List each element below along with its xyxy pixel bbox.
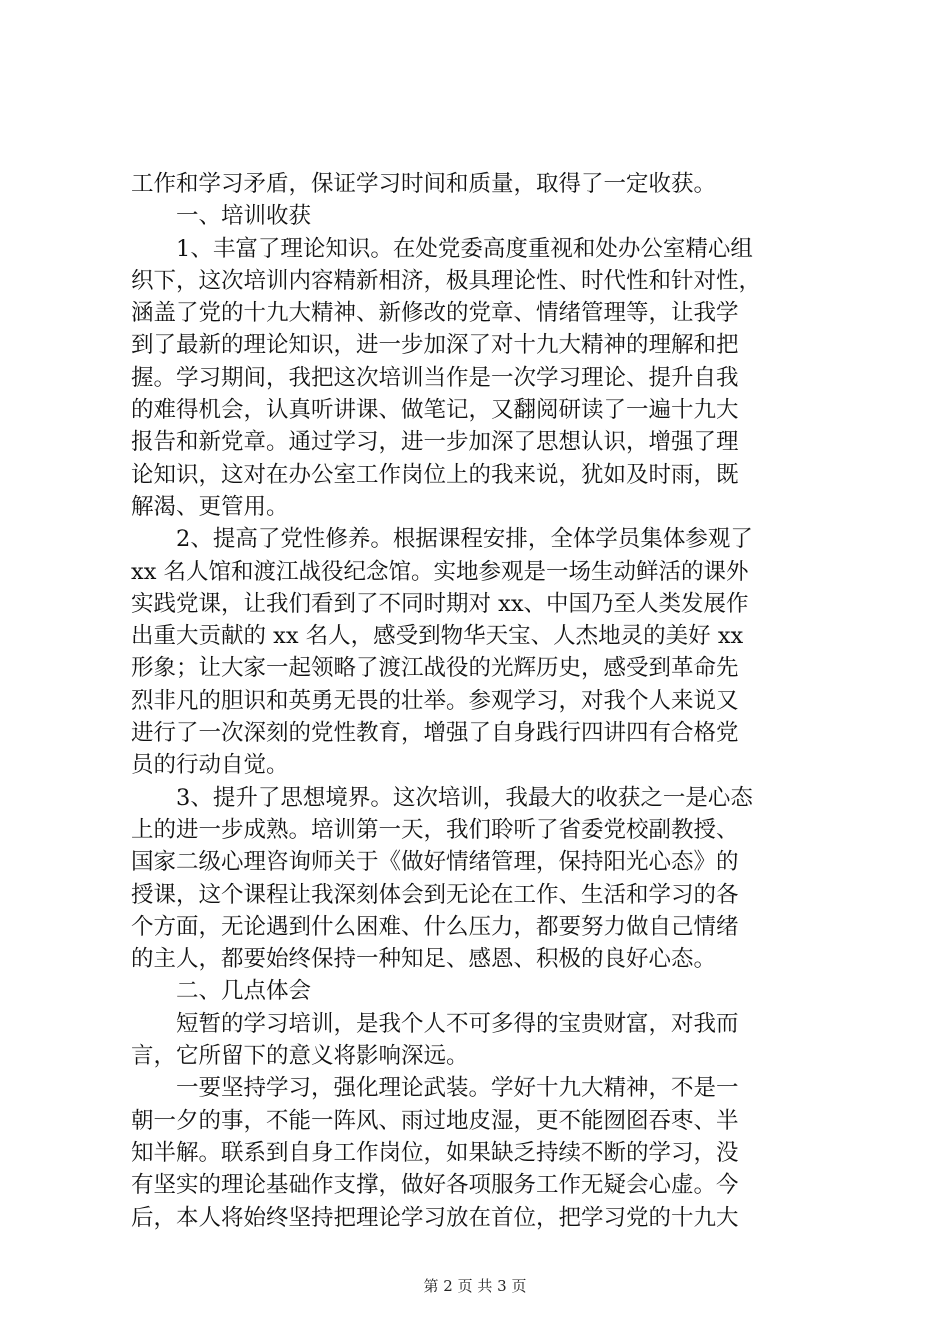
text-line: 工作和学习矛盾，保证学习时间和质量，取得了一定收获。: [131, 171, 717, 197]
text-line: 3、提升了思想境界。这次培训，我最大的收获之一是心态: [131, 784, 753, 811]
text-line: 织下，这次培训内容精新相济，极具理论性、时代性和针对性，: [131, 267, 762, 294]
text-line: 报告和新党章。通过学习，进一步加深了思想认识，增强了理: [131, 429, 739, 456]
text-line: 言，它所留下的意义将影响深远。: [131, 1043, 469, 1070]
text-line: 知半解。联系到自身工作岗位，如果缺乏持续不断的学习，没: [131, 1139, 739, 1166]
text-line: 的主人，都要始终保持一种知足、感恩、积极的良好心态。: [131, 946, 717, 973]
document-body: [131, 168, 831, 1234]
text-line: 到了最新的理论知识，进一步加深了对十九大精神的理解和把: [131, 332, 739, 359]
section-heading: 二、几点体会: [176, 978, 312, 1005]
text-line: 解渴、更管用。: [131, 493, 289, 520]
text-line: 涵盖了党的十九大精神、新修改的党章、情绪管理等，让我学: [131, 300, 739, 327]
text-line: xx 名人馆和渡江战役纪念馆。实地参观是一场生动鲜活的课外: [131, 558, 749, 585]
text-line: 上的进一步成熟。培训第一天，我们聆听了省委党校副教授、: [131, 816, 739, 843]
text-line: 出重大贡献的 xx 名人，感受到物华天宝、人杰地灵的美好 xx: [131, 623, 744, 650]
text-line: 短暂的学习培训，是我个人不可多得的宝贵财富，对我而: [131, 1010, 739, 1037]
text-line: 进行了一次深刻的党性教育，增强了自身践行四讲四有合格党: [131, 720, 739, 747]
text-line: 论知识，这对在办公室工作岗位上的我来说，犹如及时雨，既: [131, 461, 739, 488]
text-line: 烈非凡的胆识和英勇无畏的壮举。参观学习，对我个人来说又: [131, 687, 739, 714]
text-line: 2、提高了党性修养。根据课程安排，全体学员集体参观了: [131, 526, 753, 553]
text-line: 握。学习期间，我把这次培训当作是一次学习理论、提升自我: [131, 364, 739, 391]
text-line: 实践党课，让我们看到了不同时期对 xx、中国乃至人类发展作: [131, 590, 749, 617]
page-footer: 第 2 页 共 3 页: [423, 1277, 527, 1295]
text-line: 的难得机会，认真听讲课、做笔记，又翻阅研读了一遍十九大: [131, 397, 739, 424]
text-line: 朝一夕的事，不能一阵风、雨过地皮湿，更不能囫囵吞枣、半: [131, 1107, 739, 1134]
text-line: 授课，这个课程让我深刻体会到无论在工作、生活和学习的各: [131, 881, 739, 908]
text-line: 一要坚持学习，强化理论武装。学好十九大精神，不是一: [131, 1075, 739, 1102]
text-line: 后，本人将始终坚持把理论学习放在首位，把学习党的十九大: [131, 1204, 739, 1231]
section-heading: 一、培训收获: [176, 203, 312, 230]
text-line: 国家二级心理咨询师关于《做好情绪管理，保持阳光心态》的: [131, 849, 739, 876]
text-line: 个方面，无论遇到什么困难、什么压力，都要努力做自己情绪: [131, 913, 739, 940]
text-line: 有坚实的理论基础作支撑，做好各项服务工作无疑会心虚。今: [131, 1172, 739, 1199]
text-line: 员的行动自觉。: [131, 752, 289, 779]
text-line: 1、丰富了理论知识。在处党委高度重视和处办公室精心组: [131, 235, 753, 262]
text-line: 形象；让大家一起领略了渡江战役的光辉历史，感受到革命先: [131, 655, 739, 682]
